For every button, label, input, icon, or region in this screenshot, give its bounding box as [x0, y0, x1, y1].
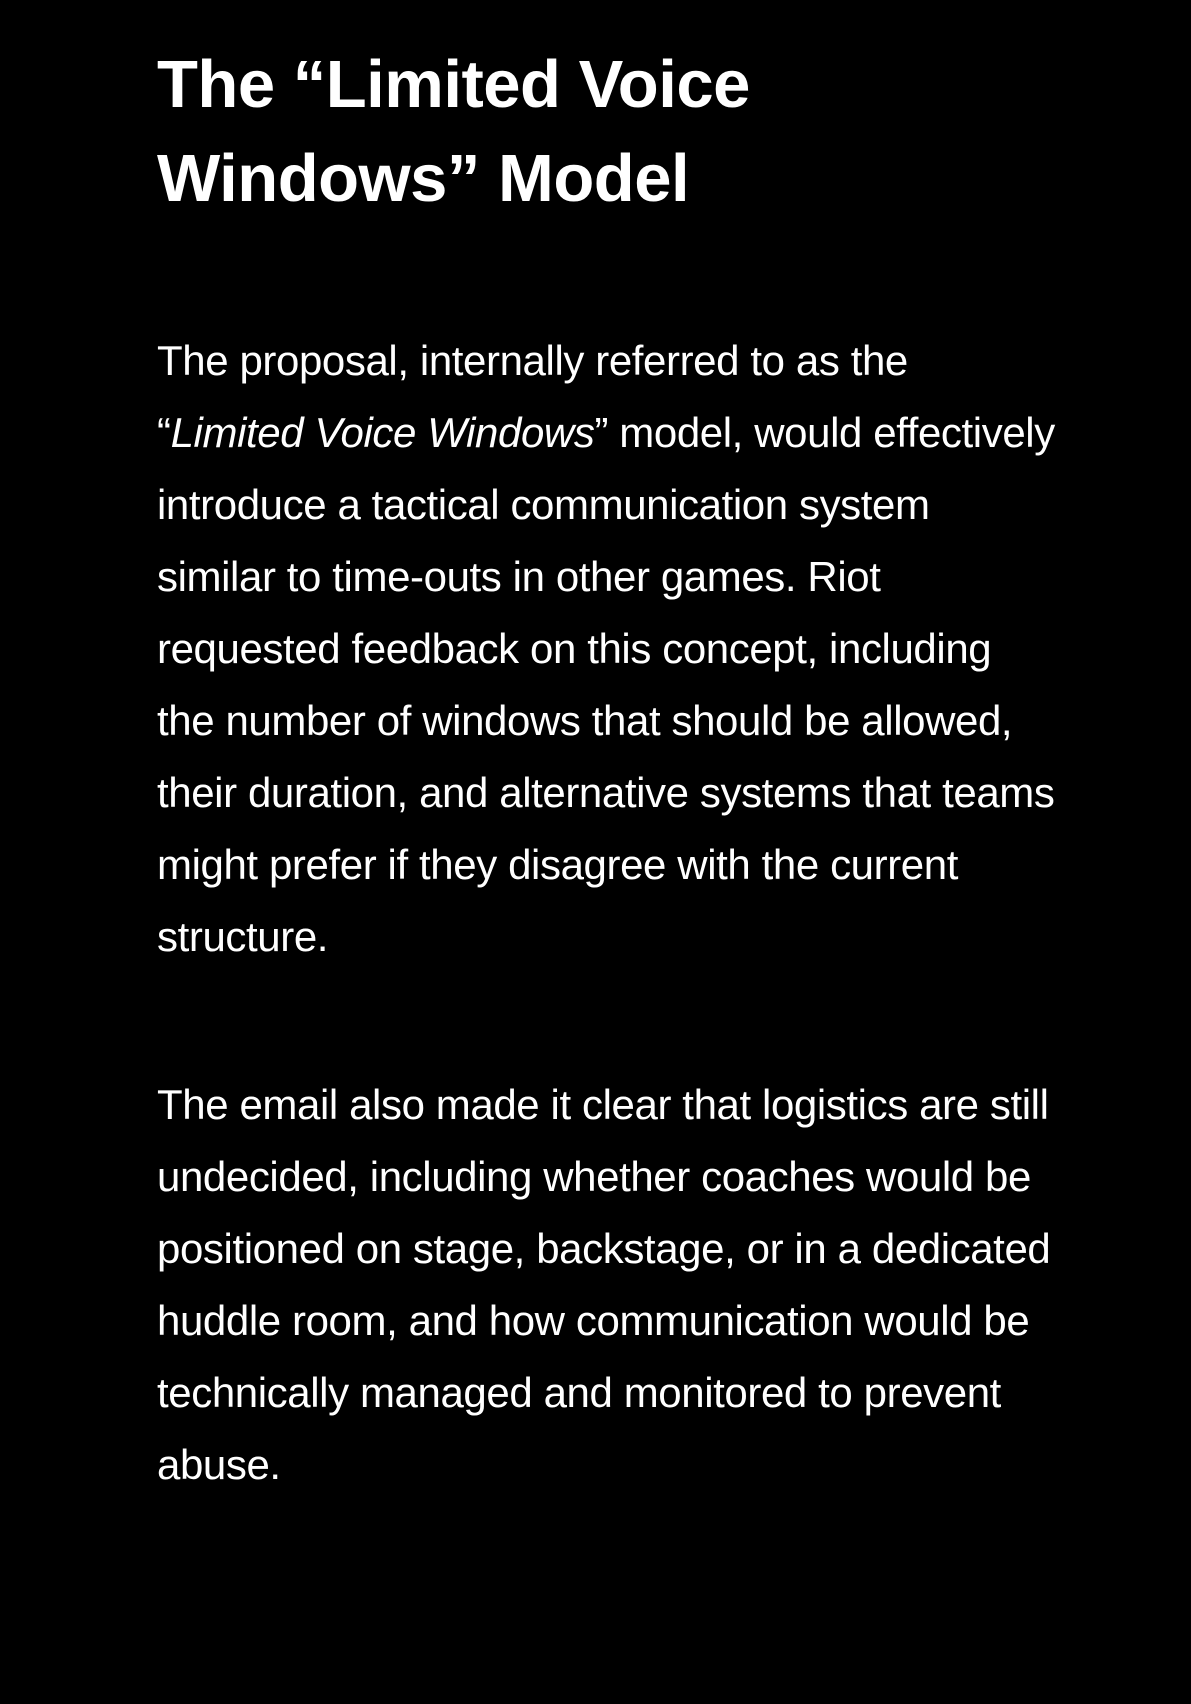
- paragraph-2: The email also made it clear that logistics are still undecided, including whether coaches would be positioned on stage, backstage, or in a dedicated huddle room, and how communication would be technically managed and monitored to prevent abuse.: [157, 1081, 1051, 1488]
- paragraph-1-italic-term: Limited Voice Windows: [170, 409, 595, 456]
- paragraph-1-text-start: The proposal, internally referred to as the “: [157, 337, 908, 456]
- paragraph-1-text-end: ” model, would effectively introduce a tactical communication system similar to time-outs in other games. Riot requested feedback on this concept, including the number of windows that should be allowed, their duration, and alternative systems that teams might prefer if they disagree with the current structure.: [157, 409, 1055, 960]
- article: [157, 38, 1057, 1501]
- paragraph-1: [157, 325, 1057, 973]
- article-heading: The “Limited Voice Windows” Model: [157, 47, 750, 216]
